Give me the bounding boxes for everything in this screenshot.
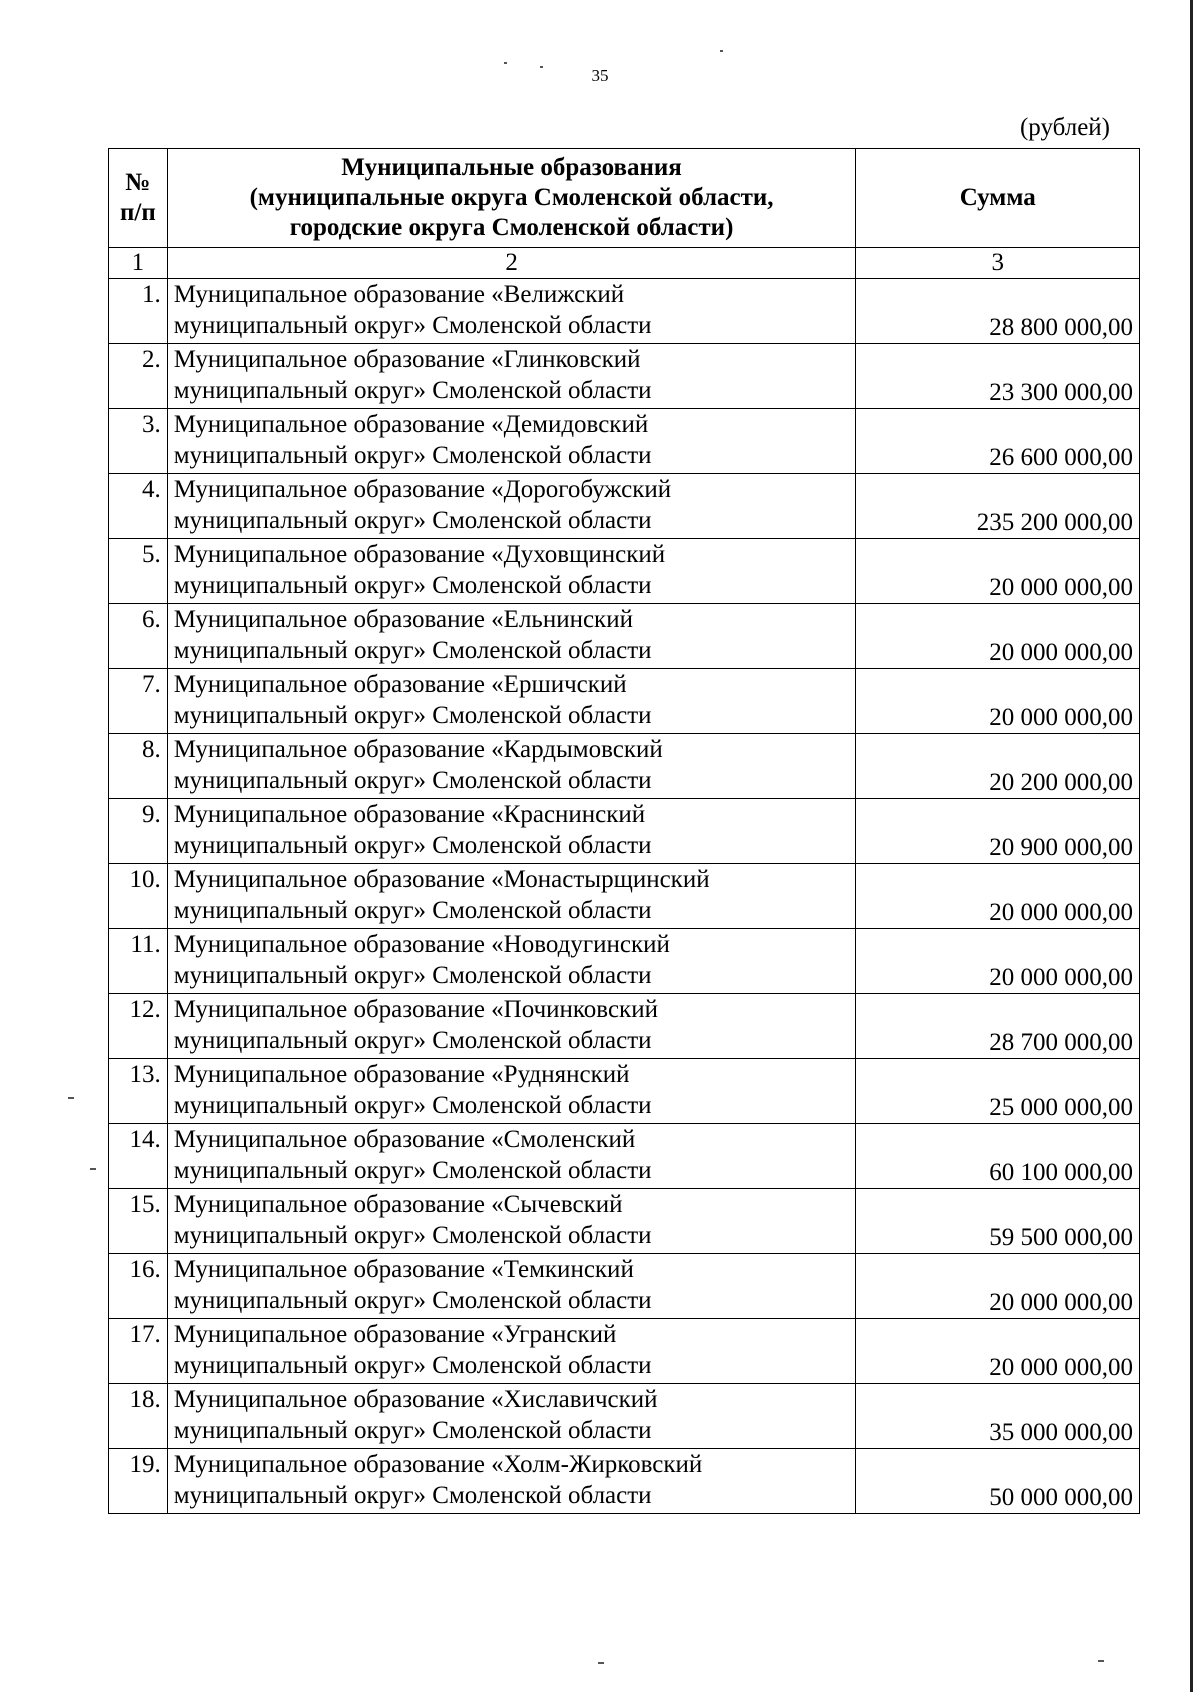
sum-value: 35 000 000,00 [856, 1384, 1140, 1449]
municipality-name-line: Муниципальное образование «Краснинский [173, 801, 646, 828]
municipality-name [167, 1319, 856, 1384]
municipality-name-line: муниципальный округ» Смоленской области [173, 1482, 652, 1509]
municipality-name-line: Муниципальное образование «Темкинский [173, 1256, 634, 1283]
municipality-name [167, 1449, 856, 1514]
municipality-name [167, 799, 856, 864]
municipality-name-line: муниципальный округ» Смоленской области [173, 1222, 652, 1249]
row-number: 19. [109, 1449, 168, 1514]
scan-speck [90, 1168, 96, 1170]
sum-value: 20 000 000,00 [856, 929, 1140, 994]
sum-value: 20 200 000,00 [856, 734, 1140, 799]
row-number: 17. [109, 1319, 168, 1384]
municipality-name-line: муниципальный округ» Смоленской области [173, 1157, 652, 1184]
municipality-name-line: Муниципальное образование «Починковский [173, 996, 658, 1023]
header-municipality-line: Муниципальные образования [341, 154, 682, 181]
sum-value: 20 000 000,00 [856, 1254, 1140, 1319]
municipality-name-line: муниципальный округ» Смоленской области [173, 1417, 652, 1444]
table-row [109, 734, 1140, 799]
municipality-name [167, 994, 856, 1059]
header-municipality-line: городские округа Смоленской области) [289, 214, 734, 241]
municipality-name-line: муниципальный округ» Смоленской области [173, 377, 652, 404]
column-number: 3 [856, 248, 1140, 279]
municipality-name-line: муниципальный округ» Смоленской области [173, 702, 652, 729]
scan-speck [68, 1097, 74, 1099]
municipality-name-line: муниципальный округ» Смоленской области [173, 572, 652, 599]
table-row [109, 1449, 1140, 1514]
row-number: 1. [109, 279, 168, 344]
table-row [109, 669, 1140, 734]
municipality-name-line: муниципальный округ» Смоленской области [173, 1027, 652, 1054]
scan-speck [1098, 1660, 1104, 1662]
municipality-name-line: Муниципальное образование «Глинковский [173, 346, 641, 373]
municipality-name-line: муниципальный округ» Смоленской области [173, 897, 652, 924]
sum-value: 28 700 000,00 [856, 994, 1140, 1059]
municipality-name-line: муниципальный округ» Смоленской области [173, 507, 652, 534]
municipality-name [167, 669, 856, 734]
municipality-name-line: муниципальный округ» Смоленской области [173, 312, 652, 339]
sum-value: 26 600 000,00 [856, 409, 1140, 474]
allocation-table [108, 148, 1140, 1514]
municipality-name [167, 344, 856, 409]
municipality-name-line: Муниципальное образование «Хиславичский [173, 1386, 658, 1413]
sum-value: 28 800 000,00 [856, 279, 1140, 344]
table-header-row [109, 149, 1140, 248]
municipality-name-line: Муниципальное образование «Ершичский [173, 671, 627, 698]
table-row [109, 1319, 1140, 1384]
municipality-name-line: Муниципальное образование «Велижский [173, 281, 625, 308]
sum-value: 20 000 000,00 [856, 539, 1140, 604]
scan-speck [504, 62, 507, 64]
table-row [109, 344, 1140, 409]
sum-value: 235 200 000,00 [856, 474, 1140, 539]
row-number: 8. [109, 734, 168, 799]
row-number: 4. [109, 474, 168, 539]
municipality-name [167, 409, 856, 474]
sum-value: 59 500 000,00 [856, 1189, 1140, 1254]
header-municipality-line: (муниципальные округа Смоленской области, [249, 184, 774, 211]
row-number: 3. [109, 409, 168, 474]
municipality-name-line: Муниципальное образование «Сычевский [173, 1191, 623, 1218]
row-number: 2. [109, 344, 168, 409]
municipality-name-line: Муниципальное образование «Руднянский [173, 1061, 630, 1088]
municipality-name-line: муниципальный округ» Смоленской области [173, 1287, 652, 1314]
municipality-name [167, 279, 856, 344]
sum-value: 23 300 000,00 [856, 344, 1140, 409]
municipality-name [167, 734, 856, 799]
header-municipality [167, 149, 856, 248]
unit-label: (рублей) [1019, 114, 1110, 141]
municipality-name-line: Муниципальное образование «Холм-Жирковский [173, 1451, 703, 1478]
table-row [109, 1254, 1140, 1319]
municipality-name-line: муниципальный округ» Смоленской области [173, 832, 652, 859]
column-number: 1 [109, 248, 168, 279]
row-number: 15. [109, 1189, 168, 1254]
municipality-name [167, 474, 856, 539]
municipality-name [167, 1059, 856, 1124]
row-number: 10. [109, 864, 168, 929]
municipality-name-line: Муниципальное образование «Кардымовский [173, 736, 663, 763]
table-row [109, 864, 1140, 929]
sum-value: 20 000 000,00 [856, 1319, 1140, 1384]
sum-value: 20 000 000,00 [856, 669, 1140, 734]
sum-value: 60 100 000,00 [856, 1124, 1140, 1189]
sum-value: 20 900 000,00 [856, 799, 1140, 864]
column-number: 2 [167, 248, 856, 279]
table-row [109, 539, 1140, 604]
municipality-name [167, 1254, 856, 1319]
scan-speck [598, 1662, 604, 1664]
table-row [109, 1189, 1140, 1254]
sum-value: 20 000 000,00 [856, 864, 1140, 929]
scan-edge-line [1190, 0, 1193, 1692]
municipality-name [167, 929, 856, 994]
municipality-name-line: Муниципальное образование «Угранский [173, 1321, 617, 1348]
municipality-name-line: муниципальный округ» Смоленской области [173, 442, 652, 469]
row-number: 7. [109, 669, 168, 734]
sum-value: 25 000 000,00 [856, 1059, 1140, 1124]
row-number: 13. [109, 1059, 168, 1124]
municipality-name-line: муниципальный округ» Смоленской области [173, 637, 652, 664]
table-row [109, 1124, 1140, 1189]
sum-value: 20 000 000,00 [856, 604, 1140, 669]
table-row [109, 279, 1140, 344]
municipality-name [167, 1384, 856, 1449]
municipality-name-line: муниципальный округ» Смоленской области [173, 767, 652, 794]
table-row [109, 1384, 1140, 1449]
municipality-name [167, 604, 856, 669]
table-row [109, 994, 1140, 1059]
municipality-name-line: Муниципальное образование «Духовщинский [173, 541, 666, 568]
page-number: 35 [591, 66, 609, 85]
municipality-name-line: Муниципальное образование «Монастырщинский [173, 866, 710, 893]
municipality-name-line: Муниципальное образование «Смоленский [173, 1126, 636, 1153]
table-row [109, 799, 1140, 864]
municipality-name [167, 1124, 856, 1189]
row-number: 14. [109, 1124, 168, 1189]
table-row [109, 474, 1140, 539]
column-number-row [109, 248, 1140, 279]
scan-speck [720, 50, 723, 52]
sum-value: 50 000 000,00 [856, 1449, 1140, 1514]
table-row [109, 604, 1140, 669]
municipality-name-line: муниципальный округ» Смоленской области [173, 962, 652, 989]
table-row [109, 409, 1140, 474]
municipality-name-line: Муниципальное образование «Демидовский [173, 411, 649, 438]
row-number: 16. [109, 1254, 168, 1319]
row-number: 18. [109, 1384, 168, 1449]
municipality-name [167, 864, 856, 929]
header-sum: Сумма [856, 149, 1140, 248]
table-row [109, 1059, 1140, 1124]
municipality-name-line: муниципальный округ» Смоленской области [173, 1092, 652, 1119]
row-number: 11. [109, 929, 168, 994]
municipality-name [167, 1189, 856, 1254]
municipality-name-line: Муниципальное образование «Новодугинский [173, 931, 670, 958]
header-number: № п/п [109, 149, 168, 248]
municipality-name [167, 539, 856, 604]
row-number: 12. [109, 994, 168, 1059]
municipality-name-line: муниципальный округ» Смоленской области [173, 1352, 652, 1379]
row-number: 6. [109, 604, 168, 669]
municipality-name-line: Муниципальное образование «Дорогобужский [173, 476, 672, 503]
municipality-name-line: Муниципальное образование «Ельнинский [173, 606, 633, 633]
row-number: 9. [109, 799, 168, 864]
table-row [109, 929, 1140, 994]
row-number: 5. [109, 539, 168, 604]
